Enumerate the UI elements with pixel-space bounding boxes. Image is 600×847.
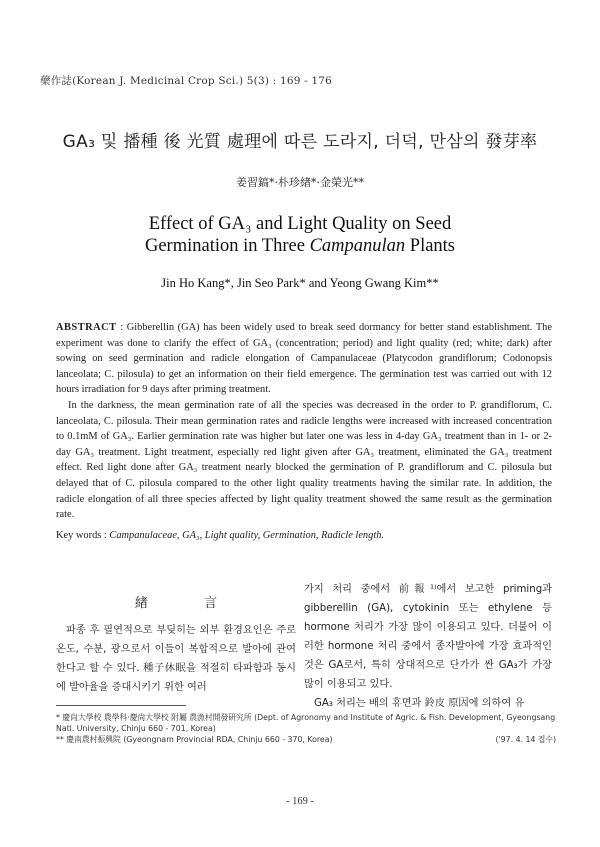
abstract-text-1: Gibberellin (GA) has been widely used to break seed dormancy for better stand establishment. The experiment was done to clarify the effect of GA₃ (concentration; period) and light quality (red; white; dark) after sowing on seed germination and radicle elongation of Campanulaceae (Platycodon grandiflorum; Codonopsis lanceolata; C. pilosula) to get an information on their field emergence. The germination test was carried out with 12 hours irradiation for 9 days after priming treatment.: [56, 322, 552, 396]
footnote-affiliation-1: * 慶尙大學校 農學科·慶尙大學校 附屬 農漁村開發硏究所 (Dept. of Agronomy and Institute of Agric. & Fish. Development, Gyeongsang Natl. University, Chinju 660 - 701, Korea): [56, 713, 556, 733]
abstract: [56, 320, 552, 523]
left-column: [56, 592, 296, 697]
left-paragraph: 파종 후 필연적으로 부딪히는 외부 환경요인은 주로 온도, 수분, 광으로서 이들이 복합적으로 발아에 관여한다고 할 수 있다. 種子休眠을 적절히 타파함과 동시에 발아율을 증대시키기 위한 여러: [56, 625, 296, 693]
footnote-affiliation-2: ** 慶南農村振興院 (Gyeongnam Provincial RDA, Chinju 660 - 370, Korea): [56, 735, 333, 744]
right-column: [304, 580, 552, 713]
title-line2-text: Germination in Three: [144, 236, 310, 256]
keywords: [56, 530, 552, 541]
title-line2-italic: Campanulan: [309, 236, 406, 256]
page-number: - 169 -: [286, 796, 314, 807]
title-korean: GA₃ 및 播種 後 光質 處理에 따른 도라지, 더덕, 만삼의 發芽率: [62, 132, 538, 152]
authors-english: Jin Ho Kang*, Jin Seo Park* and Yeong Gwang Kim**: [161, 276, 439, 290]
title-english-line2: [0, 235, 600, 257]
right-paragraph-2: GA₃ 처리는 배의 휴면과 鈴皮 原因에 의하여 유: [314, 698, 525, 709]
journal-citation: 藥作誌(Korean J. Medicinal Crop Sci.) 5(3) : 169 - 176: [40, 75, 333, 87]
keywords-label: Key words :: [56, 530, 107, 541]
title-line2-end: Plants: [405, 236, 456, 256]
abstract-label: ABSTRACT: [56, 322, 117, 333]
authors-korean: 姜習鎬*·朴珍緖*·金榮光**: [236, 176, 364, 189]
abstract-paragraph-1: ABSTRACT : Gibberellin (GA) has been widely used to break seed dormancy for better stand establishment. The experiment was done to clarify the effect of GA₃ (concentration; period) and light quality (red; white; dark) after sowing on seed germination and radicle elongation of Campanulaceae (Platycodon grandiflorum; Codonopsis lanceolata; C. pilosula) to get an information on their field emergence. The germination test was carried out with 12 hours irradiation for 9 days after priming treatment.: [56, 322, 552, 396]
received-date: ('97. 4. 14 접수): [495, 735, 556, 744]
footnotes: [56, 712, 556, 745]
right-column-body: [304, 580, 552, 713]
right-paragraph-1: 가지 처리 중에서 前報¹⁾에서 보고한 priming과 gibberellin (GA), cytokinin 또는 ethylene 등 hormone 처리가 가장 많이 이용되고 있다. 더불어 이러한 hormone 처리 중에서 종자발아에 가장 효과적인 것은 GA로서, 특히 상대적으로 단가가 싼 GA₃가 가장 많이 이용되고 있다.: [304, 584, 552, 690]
left-column-body: [56, 621, 296, 697]
title-english: [0, 213, 600, 257]
title-english-line1: Effect of GA₃ and Light Quality on Seed: [148, 214, 452, 234]
footnote-rule: [56, 705, 186, 706]
keywords-text: Campanulaceae, GA₃, Light quality, Germination, Radicle length.: [109, 530, 385, 541]
footnote-affiliation-2-row: [56, 734, 556, 745]
section-heading-introduction: 緖 言: [134, 596, 244, 611]
abstract-paragraph-2: In the darkness, the mean germination rate of all the species was decreased in the order to P. grandiflorum, C. lanceolata, C. pilosula. Their mean germination rates and radicle lengths were increased with increased concentration to 0.1mM of GA₃. Earlier germination rate was higher but later one was less in 4-day GA₃ treatment than in 1- or 2-day GA₃ treatment. Light treatment, especially red light given after GA₃ treatment, eliminated the GA₃ treatment effect. Red light done after GA₃ treatment nearly blocked the germination of P. grandiflorum and C. pilosula but delayed that of C. pilosula compared to the other light quality treatments having the similar rate. In addition, the radicle elongation of all three species affected by light quality treatment showed the same result as the germination rate.: [56, 399, 552, 521]
